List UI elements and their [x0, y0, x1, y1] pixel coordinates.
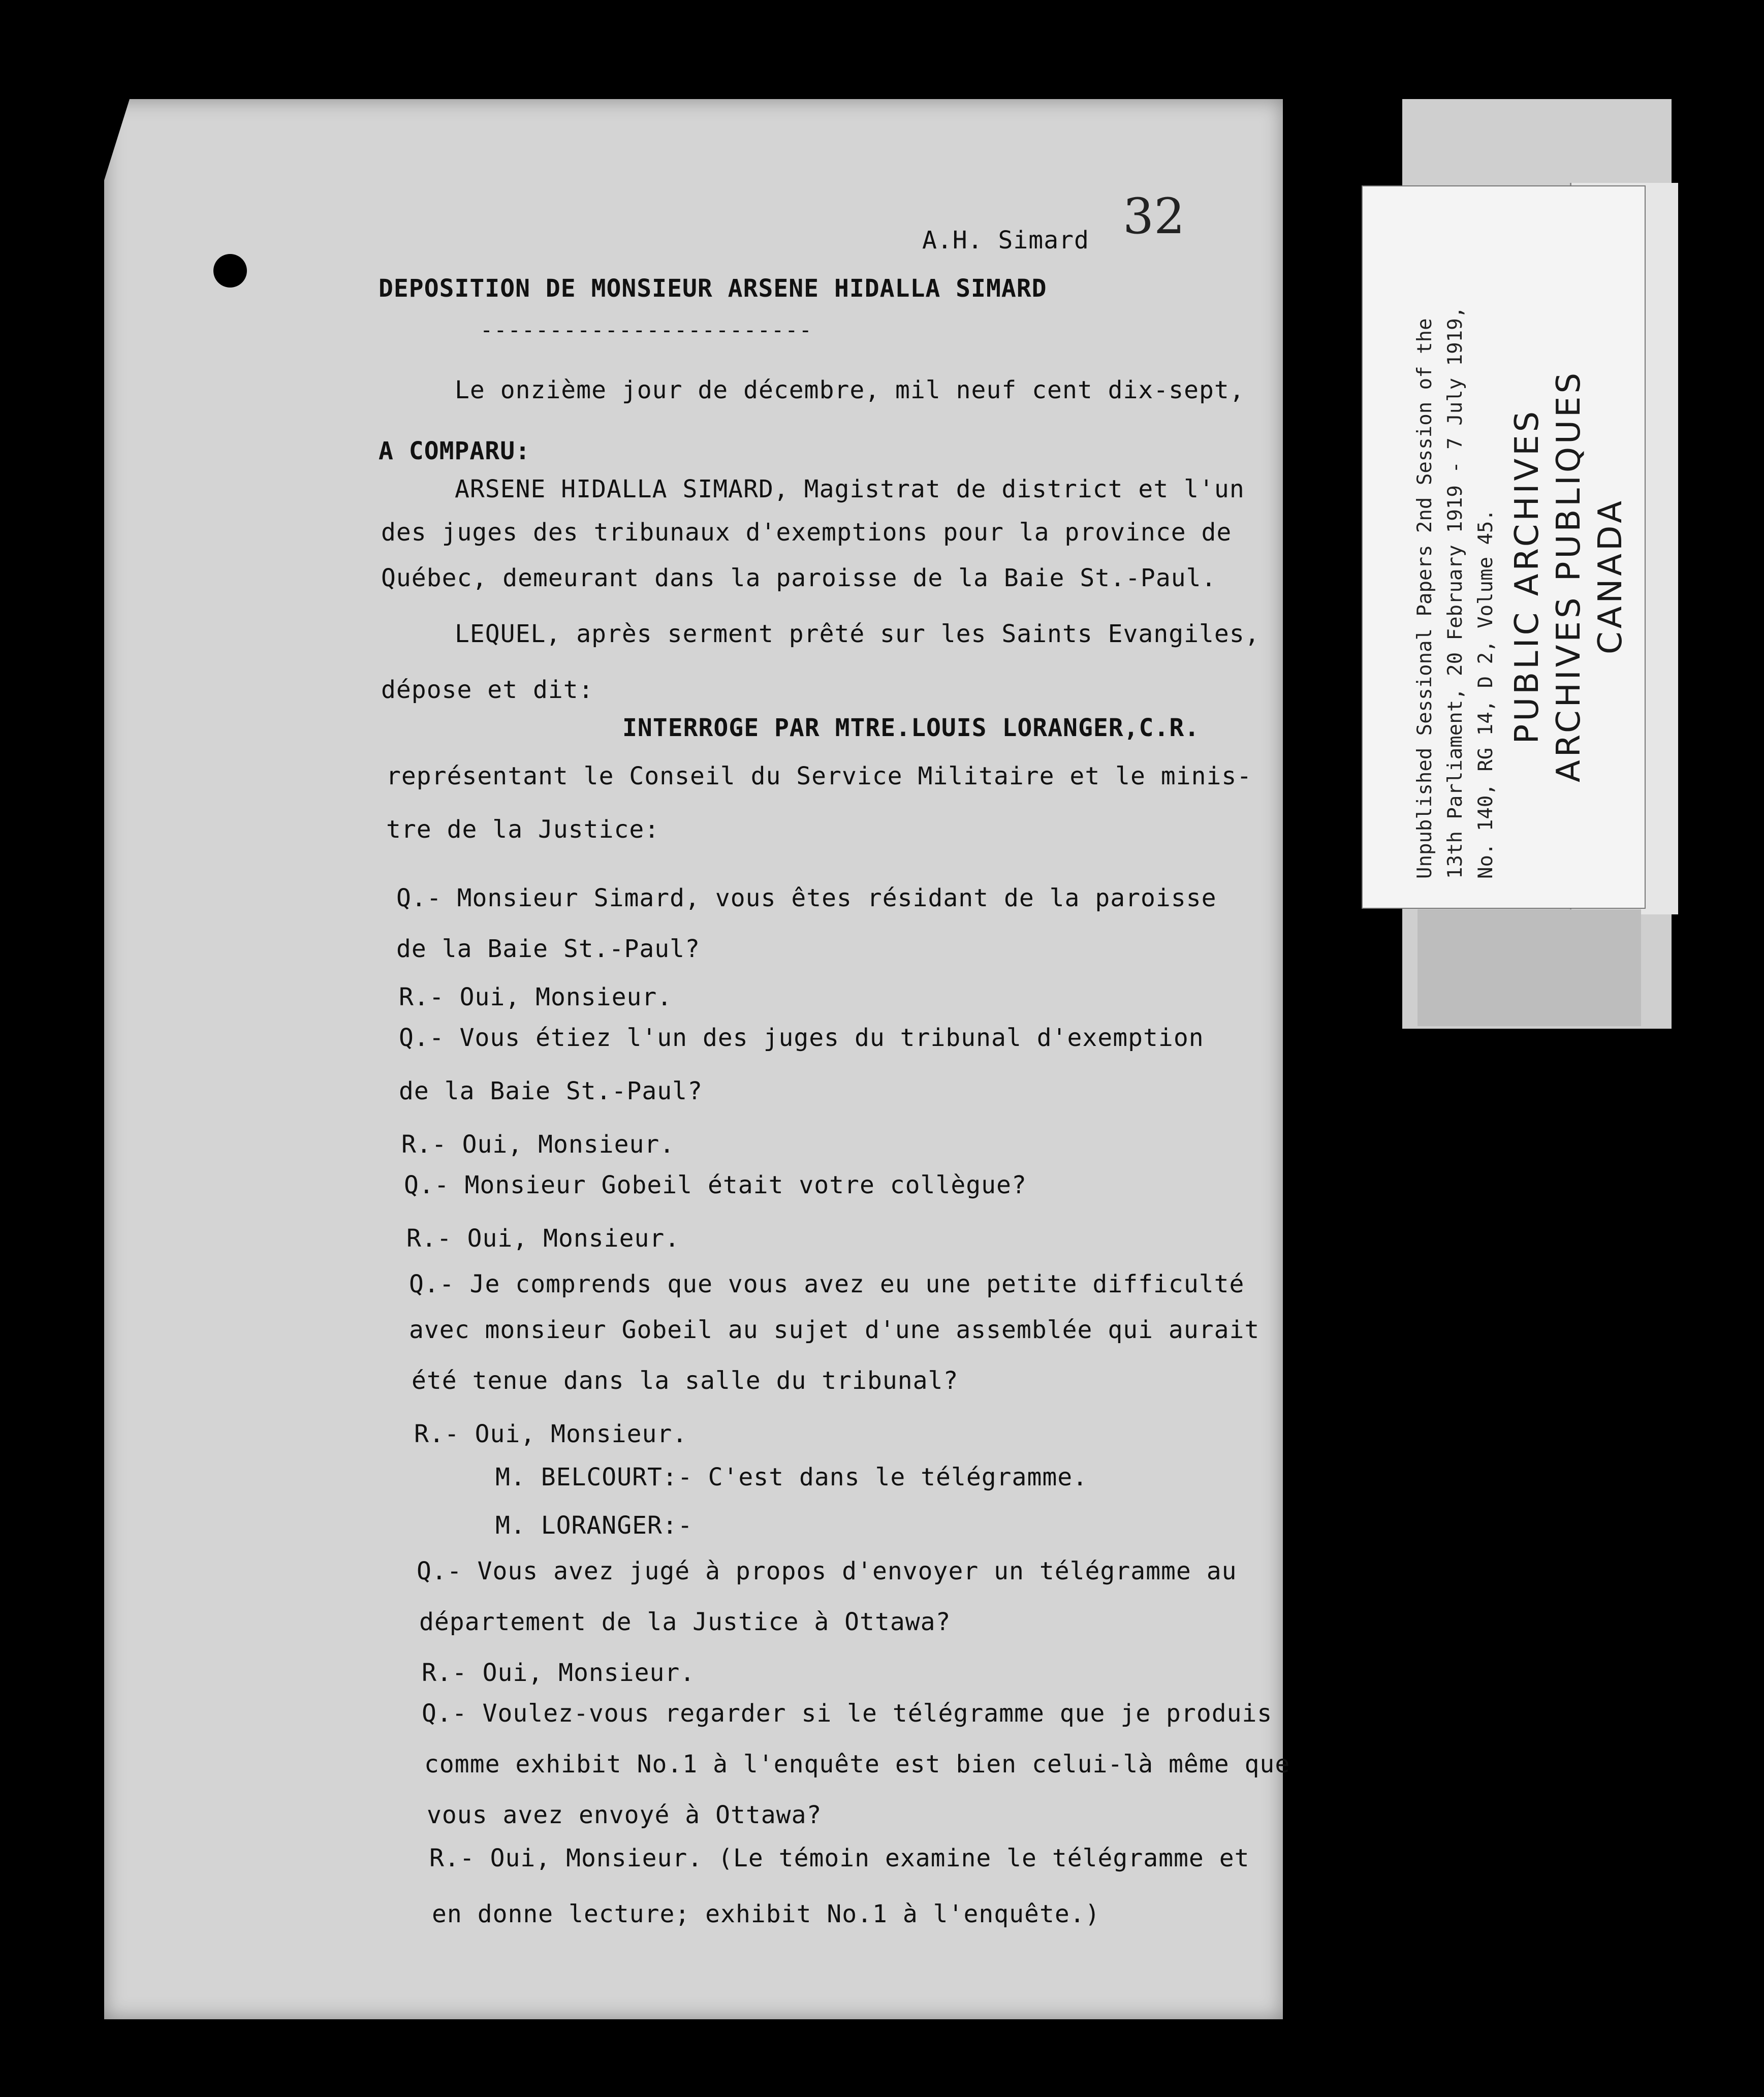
- body-line: A COMPARU:: [379, 437, 530, 465]
- body-line: M. BELCOURT:- C'est dans le télégramme.: [495, 1463, 1088, 1491]
- archive-stamp-line: CANADA: [1592, 497, 1629, 654]
- body-line: R.- Oui, Monsieur.: [401, 1130, 675, 1159]
- body-line: R.- Oui, Monsieur.: [399, 983, 673, 1011]
- body-line: R.- Oui, Monsieur.: [406, 1224, 680, 1253]
- body-line: R.- Oui, Monsieur.: [414, 1420, 688, 1448]
- archive-metadata: [1410, 306, 1501, 879]
- folded-corner: [104, 99, 130, 180]
- body-line: Q.- Monsieur Gobeil était votre collègue?: [404, 1171, 1027, 1199]
- body-line: département de la Justice à Ottawa?: [419, 1608, 951, 1636]
- body-line: Q.- Monsieur Simard, vous êtes résidant de la paroisse: [396, 884, 1217, 912]
- archive-slip-bottom: [1418, 909, 1641, 1026]
- body-line: représentant le Conseil du Service Militaire et le minis-: [386, 762, 1252, 790]
- body-line: dépose et dit:: [381, 676, 594, 704]
- body-line: de la Baie St.-Paul?: [396, 935, 700, 963]
- body-line: Q.- Vous étiez l'un des juges du tribunal d'exemption: [399, 1024, 1204, 1052]
- archive-stamp-line: PUBLIC ARCHIVES: [1508, 408, 1546, 744]
- body-line: Q.- Vous avez jugé à propos d'envoyer un télégramme au: [417, 1557, 1237, 1585]
- deposition-title: DEPOSITION DE MONSIEUR ARSENE HIDALLA SIMARD: [379, 274, 1047, 303]
- archive-metadata-line: Unpublished Sessional Papers 2nd Session of the: [1413, 318, 1436, 879]
- archive-metadata-line: No. 140, RG 14, D 2, Volume 45.: [1474, 509, 1497, 879]
- body-line: tre de la Justice:: [386, 815, 660, 844]
- body-line: Q.- Voulez-vous regarder si le télégramme que je produis: [422, 1699, 1273, 1728]
- body-line: R.- Oui, Monsieur.: [422, 1659, 696, 1687]
- page-number: 32: [1123, 188, 1185, 245]
- body-line: R.- Oui, Monsieur. (Le témoin examine le télégramme et: [429, 1844, 1250, 1872]
- body-line: comme exhibit No.1 à l'enquête est bien celui-là même que: [424, 1750, 1290, 1778]
- body-line: vous avez envoyé à Ottawa?: [427, 1801, 822, 1829]
- archive-stamp-line: ARCHIVES PUBLIQUES: [1550, 369, 1588, 782]
- body-line: ARSENE HIDALLA SIMARD, Magistrat de district et l'un: [455, 475, 1245, 503]
- body-line: Le onzième jour de décembre, mil neuf cent dix-sept,: [455, 376, 1245, 404]
- body-line: des juges des tribunaux d'exemptions pour la province de: [381, 518, 1232, 547]
- body-line: en donne lecture; exhibit No.1 à l'enquête.): [432, 1900, 1100, 1928]
- header-name: A.H. Simard: [922, 226, 1089, 255]
- body-line: Québec, demeurant dans la paroisse de la Baie St.-Paul.: [381, 564, 1217, 592]
- body-line: LEQUEL, après serment prêté sur les Saints Evangiles,: [455, 620, 1260, 648]
- body-line: INTERROGE PAR MTRE.LOUIS LORANGER,C.R.: [622, 714, 1200, 742]
- archive-metadata-line: 13th Parliament, 20 February 1919 - 7 July 1919,: [1444, 306, 1467, 879]
- body-line: M. LORANGER:-: [495, 1511, 693, 1540]
- body-line: avec monsieur Gobeil au sujet d'une assemblée qui aurait: [409, 1316, 1260, 1344]
- punch-hole: [213, 254, 247, 288]
- title-underline: ------------------------: [480, 317, 813, 342]
- archive-stamp: [1506, 370, 1631, 782]
- body-line: Q.- Je comprends que vous avez eu une petite difficulté: [409, 1270, 1245, 1298]
- body-line: été tenue dans la salle du tribunal?: [412, 1367, 959, 1395]
- body-line: de la Baie St.-Paul?: [399, 1077, 703, 1105]
